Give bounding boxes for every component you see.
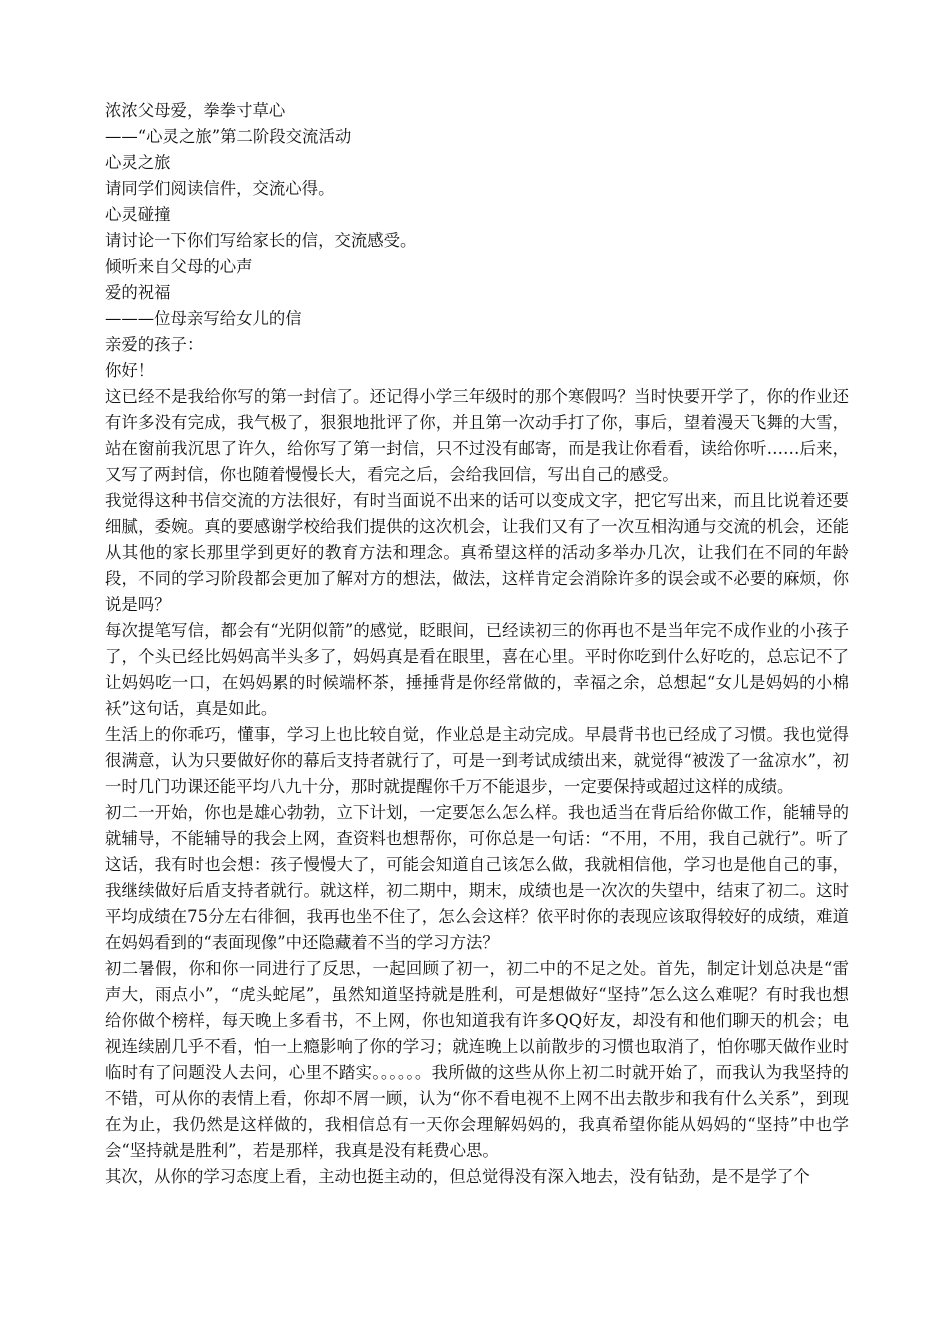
body-paragraph-5: 初二一开始，你也是雄心勃勃，立下计划，一定要怎么怎么样。我也适当在背后给你做工作，能辅导的就辅导，不能辅导的我会上网，查资料也想帮你，可你总是一句话：“不用，不用，我自己就行”。听了这话，我有时也会想：孩子慢慢大了，可能会知道自己该怎么做，我就相信他，学习也是他自己的事，我继续做好后盾支持者就行。就这样，初二期中，期末，成绩也是一次次的失望中，结束了初二。这时平均成绩在75分左右徘徊，我再也坐不住了，怎么会这样？依平时你的表现应该取得较好的成绩，难道在妈妈看到的“表面现像”中还隐藏着不当的学习方法？ [105, 803, 849, 952]
section-heading-blessing: 爱的祝福 [105, 283, 171, 302]
section-heading-journey: 心灵之旅 [105, 153, 171, 172]
body-paragraph-1: 这已经不是我给你写的第一封信了。还记得小学三年级时的那个寒假吗？当时快要开学了，你的作业还有许多没有完成，我气极了，狠狠地批评了你，并且第一次动手打了你，事后，望着漫天飞舞的大雪，站在窗前我沉思了许久，给你写了第一封信，只不过没有邮寄，而是我让你看看，读给你听……后来，又写了两封信，你也随着慢慢长大，看完之后，会给我回信，写出自己的感受。 [105, 387, 849, 484]
letter-byline: ———位母亲写给女儿的信 [105, 309, 302, 328]
body-paragraph-7: 其次，从你的学习态度上看，主动也挺主动的，但总觉得没有深入地去，没有钻劲，是不是学了个 [105, 1167, 810, 1186]
section-heading-listen: 倾听来自父母的心声 [105, 257, 253, 276]
letter-title: 浓浓父母爱，拳拳寸草心 [105, 101, 286, 120]
body-paragraph-6: 初二暑假，你和你一同进行了反思，一起回顾了初一，初二中的不足之处。首先，制定计划总决是“雷声大，雨点小”，“虎头蛇尾”，虽然知道坚持就是胜利，可是想做好“坚持”怎么这么难呢？有时我也想给你做个榜样，每天晚上多看书，不上网，你也知道我有许多QQ好友，却没有和他们聊天的机会；电视连续剧几乎不看，怕一上瘾影响了你的学习；就连晚上以前散步的习惯也取消了，怕你哪天做作业时临时有了问题没人去问，心里不踏实。。。。。。我所做的这些从你上初二时就开始了，而我认为我坚持的不错，可从你的表情上看，你却不屑一顾，认为“你不看电视不上网不出去散步和我有什么关系”，到现在为止，我仍然是这样做的，我相信总有一天你会理解妈妈的，我真希望你能从妈妈的“坚持”中也学会“坚持就是胜利”，若是那样，我真是没有耗费心思。 [105, 959, 849, 1160]
instruction-discuss-letters: 请讨论一下你们写给家长的信，交流感受。 [105, 231, 417, 250]
letter-salutation: 亲爱的孩子： [105, 335, 204, 354]
body-paragraph-3: 每次提笔写信，都会有“光阴似箭”的感觉，眨眼间，已经读初三的你再也不是当年完不成作业的小孩子了，个头已经比妈妈高半头多了，妈妈真是看在眼里，喜在心里。平时你吃到什么好吃的，总忘记不了让妈妈吃一口，在妈妈累的时候端杯茶，捶捶背是你经常做的，幸福之余，总想起“女儿是妈妈的小棉袄”这句话，真是如此。 [105, 621, 849, 718]
letter-greeting: 你好！ [105, 361, 155, 380]
instruction-read-letters: 请同学们阅读信件，交流心得。 [105, 179, 335, 198]
letter-subtitle: ——“心灵之旅”第二阶段交流活动 [105, 127, 352, 146]
body-paragraph-2: 我觉得这种书信交流的方法很好，有时当面说不出来的话可以变成文字，把它写出来，而且比说着还要细腻，委婉。真的要感谢学校给我们提供的这次机会，让我们又有了一次互相沟通与交流的机会，还能从其他的家长那里学到更好的教育方法和理念。真希望这样的活动多举办几次，让我们在不同的年龄段，不同的学习阶段都会更加了解对方的想法，做法，这样肯定会消除许多的误会或不必要的麻烦，你说是吗？ [105, 491, 849, 614]
document-page [105, 98, 849, 1190]
section-heading-collision: 心灵碰撞 [105, 205, 171, 224]
body-paragraph-4: 生活上的你乖巧，懂事，学习上也比较自觉，作业总是主动完成。早晨背书也已经成了习惯。我也觉得很满意，认为只要做好你的幕后支持者就行了，可是一到考试成绩出来，就觉得“被泼了一盆凉水”，初一时几门功课还能平均八九十分，那时就提醒你千万不能退步，一定要保持或超过这样的成绩。 [105, 725, 849, 796]
